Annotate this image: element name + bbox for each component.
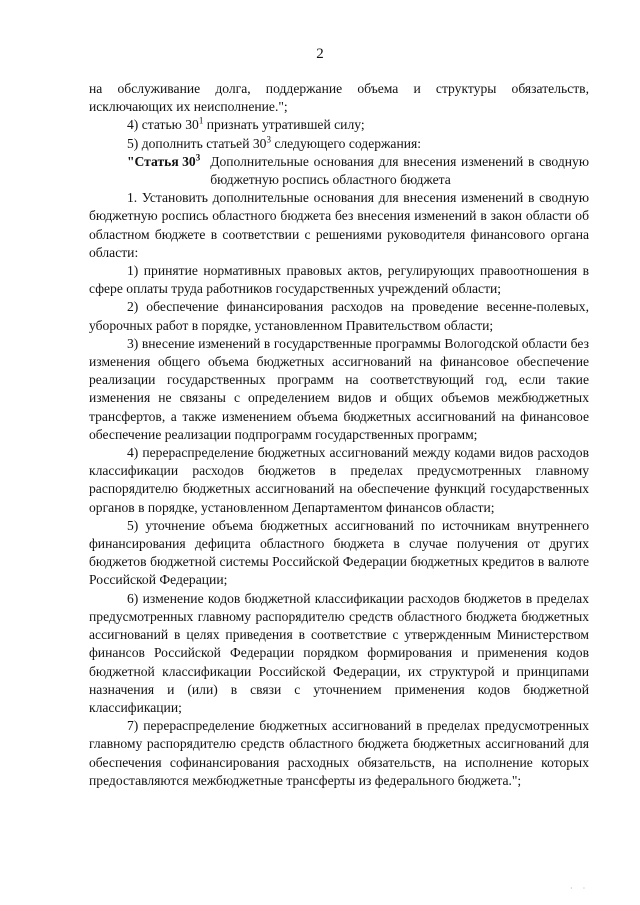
- page-number: 2: [316, 46, 324, 62]
- paragraph-item-4: [89, 116, 589, 134]
- article-label-text: "Статья 30: [127, 153, 196, 169]
- scan-marks: · ·: [570, 884, 590, 893]
- article-title: Дополнительные основания для внесения изменений в сводную бюджетную роспись областного бюджета: [210, 153, 589, 188]
- item-5-superscript: 3: [266, 134, 271, 145]
- paragraph-item-5: [89, 135, 589, 153]
- paragraph-subitem-6: 6) изменение кодов бюджетной классификации расходов бюджетов в пределах предусмотренных главному распорядителю средств областного бюджета бюджетных ассигнований в целях приведения в соответствие с утвержденным Министерством финансов Российской Федерации порядком формирования и применения кодов бюджетной классификации Российской Федерации, их структурой и принципами назначения и (или) в связи с уточнением применения кодов бюджетной классификации;: [89, 590, 589, 715]
- paragraph-subitem-4: 4) перераспределение бюджетных ассигнований между кодами видов расходов классификации расходов бюджетов в пределах предусмотренных главному распорядителю бюджетных ассигнований на обеспечение функций государственных органов в порядке, установленном Департаментом финансов области;: [89, 445, 589, 515]
- item-4-superscript: 1: [198, 115, 204, 126]
- paragraph-continuation: на обслуживание долга, поддержание объема и структуры обязательств, исключающих их неисполнение.";: [89, 81, 589, 115]
- item-4-text: 4) статью 30: [127, 117, 199, 133]
- paragraph-subitem-1: 1) принятие нормативных правовых актов, регулирующих правоотношения в сфере оплаты труда работников государственных учреждений области;: [89, 263, 589, 297]
- paragraph-subitem-5: 5) уточнение объема бюджетных ассигнований по источникам внутреннего финансирования дефицита областного бюджета в случае получения от других бюджетов бюджетной системы Российской Федерации бюджетных кредитов в валюте Российской Федерации;: [89, 517, 589, 588]
- paragraph-subitem-2: 2) обеспечение финансирования расходов на проведение весенне-полевых, уборочных работ в порядке, установленном Правительством области;: [89, 299, 589, 333]
- article-label: [127, 153, 200, 189]
- article-label-superscript: 3: [195, 152, 201, 163]
- item-5-text: 5) дополнить статьей 30: [127, 135, 267, 151]
- paragraph-subitem-7: 7) перераспределение бюджетных ассигнований в пределах предусмотренных главному распорядителю средств областного бюджета бюджетных ассигнований для обеспечения софинансирования расходных обязательств, на исполнение которых предоставляются межбюджетные трансферты из федерального бюджета.";: [89, 718, 589, 788]
- document-body: [89, 80, 589, 790]
- article-heading: [127, 153, 589, 189]
- item-4-text-tail: признать утратившей силу;: [203, 117, 365, 133]
- paragraph-clause-1: 1. Установить дополнительные основания для внесения изменений в сводную бюджетную роспись областного бюджета без внесения изменений в закон области об областном бюджете в соответствии с решениями руководителя финансового органа области:: [89, 190, 589, 260]
- item-5-text-tail: следующего содержания:: [270, 135, 422, 151]
- paragraph-subitem-3: 3) внесение изменений в государственные программы Вологодской области без изменения общего объема бюджетных ассигнований на финансовое обеспечение реализации государственных программ на соответствующий год, если такие изменения не связаны с определением видов и общих объемов межбюджетных трансфертов, а также изменением объема бюджетных ассигнований на финансовое обеспечение реализации подпрограмм государственных программ;: [89, 335, 589, 442]
